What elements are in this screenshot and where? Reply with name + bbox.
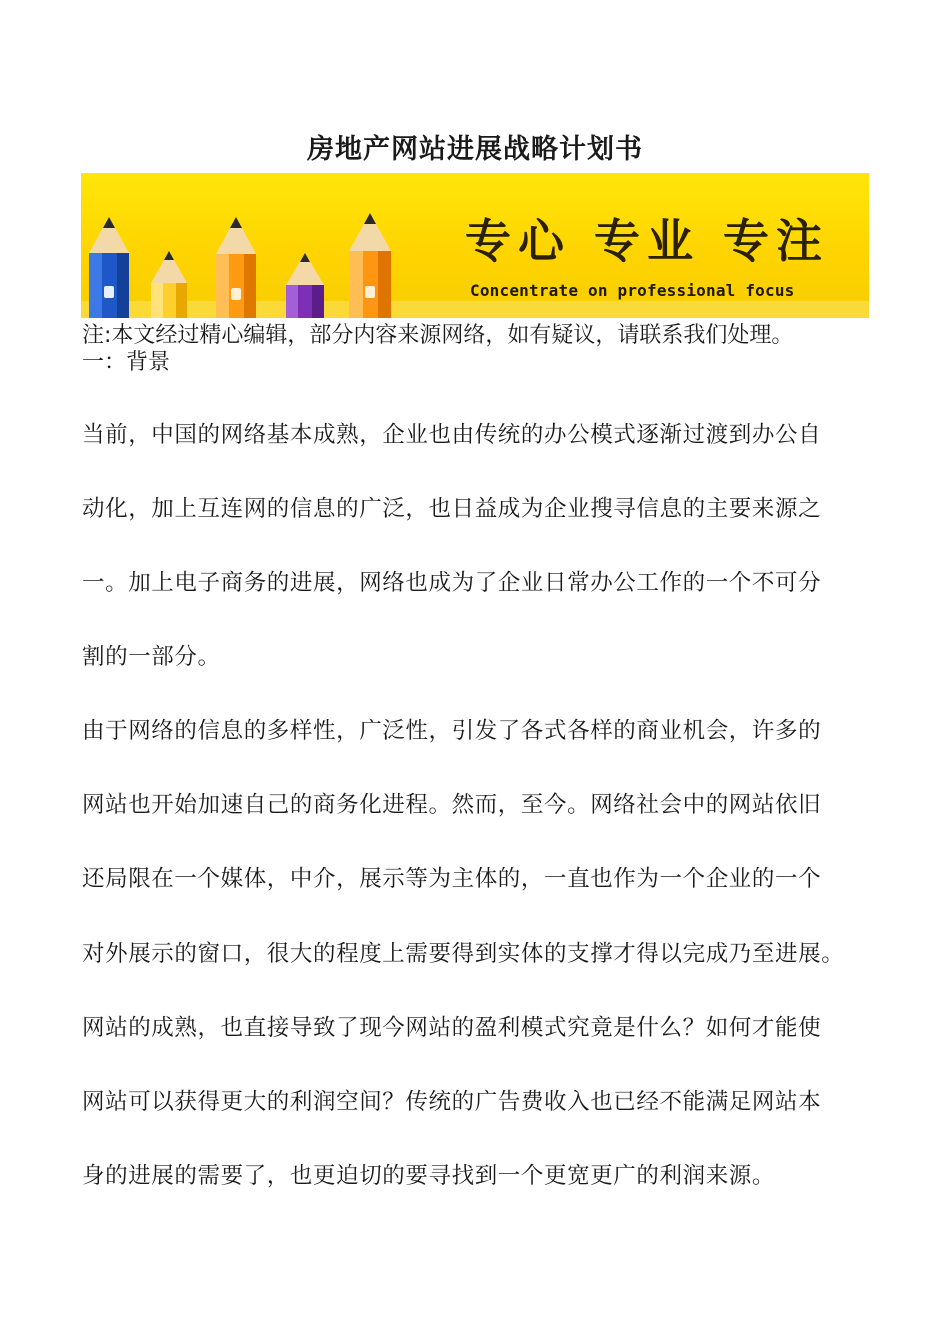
pencil-orange-icon <box>216 217 256 318</box>
banner-image <box>81 173 869 318</box>
body-line: 网站的成熟，也直接导致了现今网站的盈利模式究竟是什么？如何才能使 <box>82 1015 822 1041</box>
pencil-yellow-icon <box>151 251 187 318</box>
body-line: 网站也开始加速自己的商务化进程。然而，至今。网络社会中的网站依旧 <box>82 792 822 818</box>
body-line: 当前，中国的网络基本成熟，企业也由传统的办公模式逐渐过渡到办公自 <box>82 422 822 448</box>
editor-note: 注:本文经过精心编辑，部分内容来源网络，如有疑议，请联系我们处理。 <box>82 323 794 348</box>
body-line: 对外展示的窗口，很大的程度上需要得到实体的支撑才得以完成乃至进展。 <box>82 941 845 967</box>
pencil-purple-icon <box>286 253 324 318</box>
body-line: 由于网络的信息的多样性，广泛性，引发了各式各样的商业机会，许多的 <box>82 718 822 744</box>
body-line: 动化，加上互连网的信息的广泛，也日益成为企业搜寻信息的主要来源之 <box>82 496 822 522</box>
body-line: 割的一部分。 <box>82 644 221 670</box>
document-title: 房地产网站进展战略计划书 <box>307 134 643 165</box>
banner-tagline: Concentrate on professional focus <box>470 281 795 300</box>
body-line: 身的进展的需要了，也更迫切的要寻找到一个更宽更广的利润来源。 <box>82 1163 776 1189</box>
body-line: 网站可以获得更大的利润空间？传统的广告费收入也已经不能满足网站本 <box>82 1089 822 1115</box>
banner-slogan: 专心 专业 专注 <box>465 214 830 268</box>
section-heading: 一：背景 <box>82 350 171 375</box>
pencil-orange-tall-icon <box>349 213 391 318</box>
body-line: 一。加上电子商务的进展，网络也成为了企业日常办公工作的一个不可分 <box>82 570 822 596</box>
pencil-blue-icon <box>89 217 129 318</box>
body-line: 还局限在一个媒体，中介，展示等为主体的，一直也作为一个企业的一个 <box>82 866 822 892</box>
